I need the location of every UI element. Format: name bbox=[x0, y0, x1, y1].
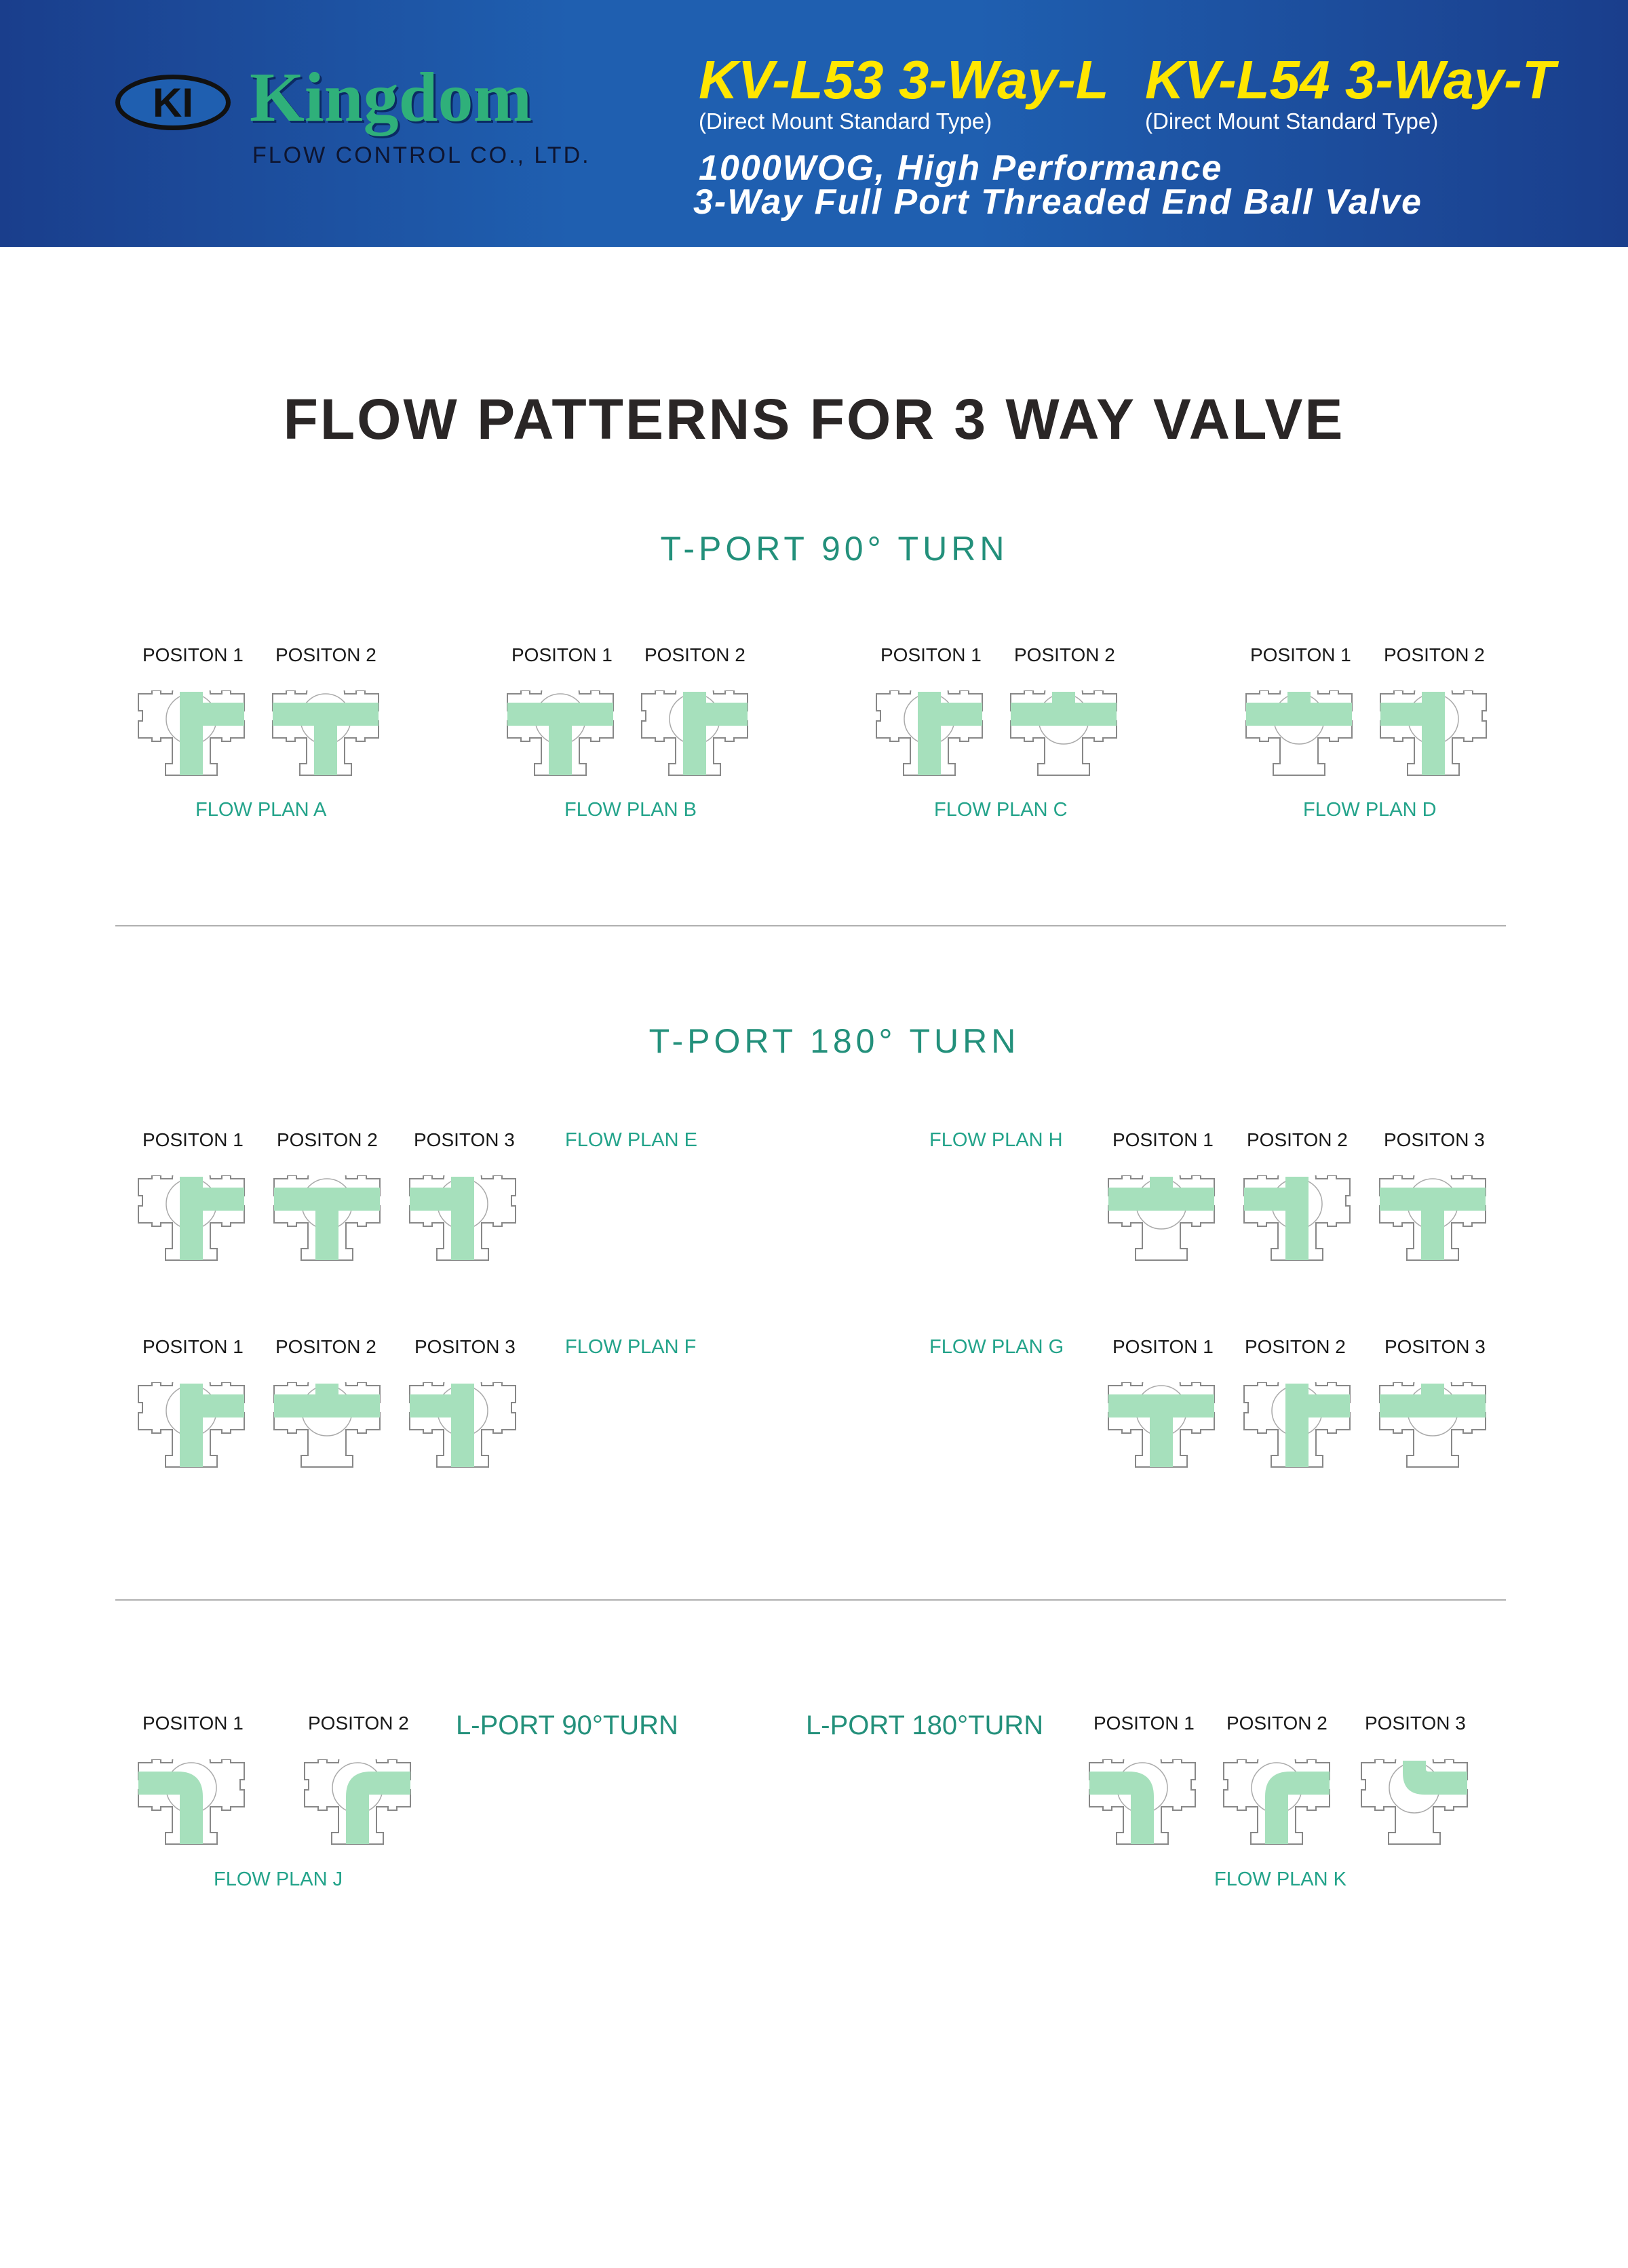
valve-diagram-b1 bbox=[506, 690, 615, 779]
valve-diagram-f3 bbox=[408, 1382, 517, 1470]
section-divider bbox=[115, 925, 1506, 926]
header-banner bbox=[0, 0, 1628, 247]
valve-diagram-b2 bbox=[640, 690, 749, 779]
valve-diagram-e1 bbox=[137, 1175, 246, 1264]
position-label: POSITON 1 bbox=[1112, 1129, 1214, 1150]
model-t-title: KV-L54 3-Way-T bbox=[1145, 50, 1555, 110]
position-label: POSITON 2 bbox=[644, 644, 745, 665]
performance-line-2: 3-Way Full Port Threaded End Ball Valve bbox=[693, 182, 1422, 222]
position-label: POSITON 2 bbox=[308, 1713, 409, 1734]
position-label: POSITON 1 bbox=[511, 644, 613, 665]
position-label: POSITON 2 bbox=[275, 1336, 376, 1357]
position-label: POSITON 2 bbox=[275, 644, 376, 665]
valve-diagram-e2 bbox=[273, 1175, 381, 1264]
section-title-lport-180: L-PORT 180°TURN bbox=[806, 1710, 1044, 1740]
position-label: POSITON 2 bbox=[1014, 644, 1115, 665]
kingdom-logo bbox=[115, 75, 231, 130]
position-label: POSITON 1 bbox=[1112, 1336, 1214, 1357]
position-label: POSITON 1 bbox=[142, 644, 244, 665]
valve-diagram-j2 bbox=[303, 1759, 412, 1847]
position-label: POSITON 2 bbox=[1245, 1336, 1346, 1357]
valve-diagram-a1 bbox=[137, 690, 246, 779]
flow-plan-label: FLOW PLAN H bbox=[929, 1129, 1063, 1151]
brand-subtitle: FLOW CONTROL CO., LTD. bbox=[252, 142, 591, 168]
flow-plan-label: FLOW PLAN K bbox=[1214, 1869, 1346, 1890]
performance-line-1: 1000WOG, High Performance bbox=[699, 149, 1223, 188]
valve-diagram-c2 bbox=[1009, 690, 1118, 779]
valve-diagram-h1 bbox=[1107, 1175, 1216, 1264]
model-l-subtitle: (Direct Mount Standard Type) bbox=[699, 109, 992, 134]
position-label: POSITON 3 bbox=[414, 1336, 516, 1357]
position-label: POSITON 2 bbox=[277, 1129, 378, 1150]
valve-diagram-j1 bbox=[137, 1759, 246, 1847]
position-label: POSITON 3 bbox=[1365, 1713, 1466, 1734]
valve-diagram-f1 bbox=[137, 1382, 246, 1470]
valve-diagram-k1 bbox=[1088, 1759, 1197, 1847]
position-label: POSITON 1 bbox=[880, 644, 982, 665]
page-title: FLOW PATTERNS FOR 3 WAY VALVE bbox=[283, 387, 1345, 451]
section-title-tport-180: T-PORT 180° TURN bbox=[648, 1022, 1020, 1060]
position-label: POSITON 2 bbox=[1226, 1713, 1327, 1734]
flow-plan-label: FLOW PLAN D bbox=[1303, 799, 1437, 821]
section-title-tport-90: T-PORT 90° TURN bbox=[660, 530, 1009, 568]
brand-name: Kingdom bbox=[250, 58, 532, 136]
valve-diagram-k2 bbox=[1222, 1759, 1331, 1847]
model-l-title: KV-L53 3-Way-L bbox=[699, 50, 1109, 110]
flow-plan-label: FLOW PLAN E bbox=[565, 1129, 697, 1151]
valve-diagram-d2 bbox=[1379, 690, 1488, 779]
position-label: POSITON 1 bbox=[142, 1713, 244, 1734]
logo-letters: KI bbox=[153, 79, 193, 125]
section-divider bbox=[115, 1599, 1506, 1601]
valve-diagram-g3 bbox=[1378, 1382, 1487, 1470]
position-label: POSITON 2 bbox=[1247, 1129, 1348, 1150]
valve-diagram-a2 bbox=[271, 690, 380, 779]
valve-diagram-h2 bbox=[1243, 1175, 1351, 1264]
position-label: POSITON 1 bbox=[142, 1129, 244, 1150]
valve-diagram-d1 bbox=[1245, 690, 1353, 779]
flow-plan-label: FLOW PLAN A bbox=[195, 799, 327, 821]
flow-plan-label: FLOW PLAN J bbox=[214, 1869, 343, 1890]
section-title-lport-90: L-PORT 90°TURN bbox=[456, 1710, 678, 1740]
flow-plan-label: FLOW PLAN C bbox=[934, 799, 1068, 821]
model-t-subtitle: (Direct Mount Standard Type) bbox=[1145, 109, 1439, 134]
position-label: POSITON 2 bbox=[1384, 644, 1485, 665]
flow-plan-label: FLOW PLAN B bbox=[564, 799, 697, 821]
flow-plan-label: FLOW PLAN F bbox=[565, 1336, 697, 1358]
valve-diagram-f2 bbox=[273, 1382, 381, 1470]
flow-plan-label: FLOW PLAN G bbox=[929, 1336, 1064, 1358]
valve-diagram-g1 bbox=[1107, 1382, 1216, 1470]
position-label: POSITON 1 bbox=[1250, 644, 1351, 665]
position-label: POSITON 3 bbox=[1384, 1336, 1486, 1357]
valve-diagram-c1 bbox=[875, 690, 984, 779]
valve-diagram-h3 bbox=[1378, 1175, 1487, 1264]
valve-diagram-g2 bbox=[1243, 1382, 1351, 1470]
position-label: POSITON 3 bbox=[1384, 1129, 1485, 1150]
position-label: POSITON 3 bbox=[414, 1129, 515, 1150]
valve-diagram-e3 bbox=[408, 1175, 517, 1264]
position-label: POSITON 1 bbox=[1093, 1713, 1195, 1734]
valve-diagram-k3 bbox=[1360, 1759, 1469, 1847]
position-label: POSITON 1 bbox=[142, 1336, 244, 1357]
